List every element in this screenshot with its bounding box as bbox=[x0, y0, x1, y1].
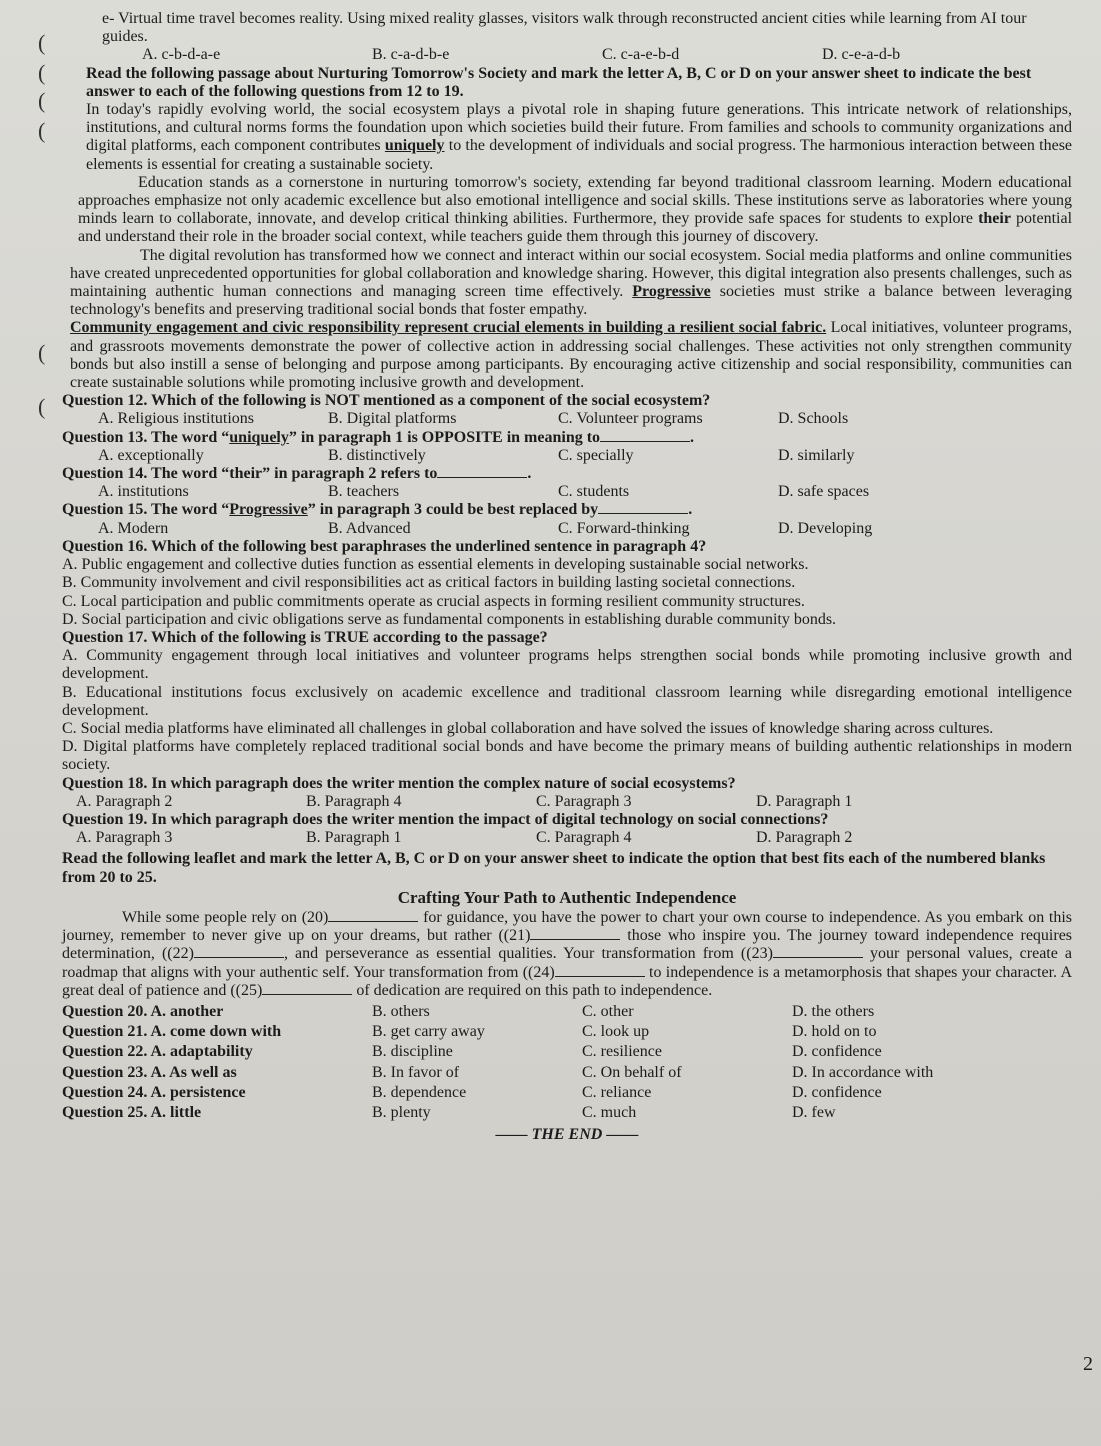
question-17: Question 17. Which of the following is TRUE according to the passage? A. Community engagement through local initiatives and volunteer programs helps strengthen social bonds while promoting inclusive growth and development. B. Educational institutions focus exclusively on academic excellence and traditional classroom learning while disregarding emotional intelligence development. C. Social media platforms have eliminated all challenges in global collaboration and have solved the issues of knowledge sharing across cultures. D. Digital platforms have completely replaced traditional social bonds and have become the primary means of building authentic relationships in modern society. bbox=[62, 628, 1072, 774]
option: D. similarly bbox=[778, 446, 855, 464]
option: C. Local participation and public commitments operate as crucial aspects in forming resilient community structures. bbox=[62, 592, 805, 610]
paragraph-1: In today's rapidly evolving world, the social ecosystem plays a pivotal role in shaping future generations. This intricate network of relationships, institutions, and cultural norms forms the foundation upon which societies build their future. From families and schools to community organizations and digital platforms, each component contributes uniquely to the development of individuals and social progress. The harmonious interaction between these elements is essential for creating a sustainable society. bbox=[86, 101, 1073, 173]
option: A. Religious institutions bbox=[98, 410, 255, 428]
option: D. few bbox=[792, 1103, 836, 1121]
option: D. hold on to bbox=[792, 1023, 877, 1041]
option: C. c-a-e-b-d bbox=[602, 46, 680, 64]
option: C. Forward-thinking bbox=[558, 519, 690, 537]
option: A. Modern bbox=[98, 519, 169, 537]
option: D. Social participation and civic obligations serve as fundamental components in establishing durable community bonds. bbox=[62, 610, 837, 628]
option: D. c-e-a-d-b bbox=[822, 46, 901, 64]
option: A. Community engagement through local initiatives and volunteer programs helps strengthen social bonds while promoting inclusive growth and development. bbox=[62, 647, 1072, 683]
leaflet-instruction: Read the following leaflet and mark the letter A, B, C or D on your answer sheet to indicate the option that best fits each of the numbered blanks from 20 to 25. bbox=[62, 850, 1046, 886]
option: D. Paragraph 1 bbox=[756, 792, 853, 810]
underlined-word-progressive: Progressive bbox=[632, 283, 711, 301]
option: D. Developing bbox=[778, 519, 873, 537]
question-20: Question 20. A. another bbox=[62, 1002, 224, 1020]
answer-blank bbox=[598, 513, 688, 514]
option: B. Educational institutions focus exclusively on academic excellence and traditional classroom learning while disregarding emotional intelligence development. bbox=[62, 683, 1072, 719]
option: A. c-b-d-a-e bbox=[142, 46, 221, 64]
option: D. Paragraph 2 bbox=[756, 829, 853, 847]
blank-questions bbox=[62, 1003, 1072, 1122]
end-marker: —— THE END —— bbox=[495, 1126, 639, 1144]
option: C. Social media platforms have eliminated all challenges in global collaboration and have solved the issues of knowledge sharing across cultures. bbox=[62, 719, 994, 737]
option: C. much bbox=[582, 1103, 637, 1121]
blank-24 bbox=[555, 976, 645, 977]
option: C. students bbox=[558, 483, 630, 501]
option: C. resilience bbox=[582, 1043, 662, 1061]
question-13: Question 13. The word “uniquely” in paragraph 1 is OPPOSITE in meaning to . A. exceptionally B. distinctively C. specially D. similarly bbox=[62, 429, 1072, 465]
option: D. confidence bbox=[792, 1043, 882, 1061]
question-22: Question 22. A. adaptability bbox=[62, 1043, 253, 1061]
blank-21 bbox=[530, 939, 620, 940]
option: C. Paragraph 4 bbox=[536, 829, 632, 847]
margin-mark: ( bbox=[38, 340, 46, 365]
blank-25 bbox=[262, 994, 352, 995]
option: C. reliance bbox=[582, 1083, 652, 1101]
option: B. distinctively bbox=[328, 446, 426, 464]
option: C. other bbox=[582, 1002, 634, 1020]
option: A. Paragraph 3 bbox=[76, 829, 173, 847]
option: B. teachers bbox=[328, 483, 400, 501]
binder-holes bbox=[0, 0, 70, 600]
question-15: Question 15. The word “Progressive” in paragraph 3 could be best replaced by . A. Modern B. Advanced C. Forward-thinking D. Developing bbox=[62, 501, 1072, 537]
option: B. Digital platforms bbox=[328, 410, 457, 428]
page-number: 2 bbox=[1083, 1353, 1093, 1375]
option: D. In accordance with bbox=[792, 1063, 934, 1081]
question-24: Question 24. A. persistence bbox=[62, 1083, 246, 1101]
option: B. Paragraph 1 bbox=[306, 829, 402, 847]
option: A. Paragraph 2 bbox=[76, 792, 173, 810]
blank-20 bbox=[328, 921, 418, 922]
option: D. Digital platforms have completely replaced traditional social bonds and have become the primary means of building authentic relationships in modern society. bbox=[62, 738, 1072, 774]
paragraph-3: The digital revolution has transformed how we connect and interact within our social ecosystem. Social media platforms and online communities have created unprecedented opportunities for global collaboration and knowledge sharing. However, this digital integration also presents challenges, such as maintaining authentic human connections and managing screen time effectively. Progressive societies must strike a balance between leveraging technology's benefits and preserving traditional social bonds that foster empathy. bbox=[70, 246, 1073, 319]
answer-blank bbox=[437, 477, 527, 478]
question-16: Question 16. Which of the following best paraphrases the underlined sentence in paragraph 4? A. Public engagement and collective duties function as essential elements in developing sustainable social networks. B. Community involvement and civil responsibilities act as critical factors in building lasting societal connections. C. Local participation and public commitments operate as crucial aspects in forming resilient community structures. D. Social participation and civic obligations serve as fundamental components in establishing durable community bonds. bbox=[62, 538, 1072, 629]
option: B. discipline bbox=[372, 1043, 453, 1061]
option: C. Paragraph 3 bbox=[536, 792, 632, 810]
option: B. Paragraph 4 bbox=[306, 792, 402, 810]
underlined-word-uniquely: uniquely bbox=[384, 137, 445, 155]
leaflet-text: While some people rely on (20) for guidance, you have the power to chart your own course to independence. As you embark on this journey, remember to never give up on your dreams, but rather ((21) those who inspire you. The journey toward independence requires determination, ((22) , and perseverance as essential qualities. Your transformation from ((23) your personal values, create a roadmap that aligns with your authentic self. Your transformation from ((24) to independence is a metamorphosis that shapes your character. A great deal of patience and ((25) of dedication are required on this path to independence. bbox=[62, 908, 1073, 999]
leaflet-title: Crafting Your Path to Authentic Independence bbox=[397, 887, 737, 907]
option: C. On behalf of bbox=[582, 1063, 682, 1081]
passage1-instruction: Read the following passage about Nurturing Tomorrow's Society and mark the letter A, B, C or D on your answer sheet to indicate the best answer to each of the following questions from 12 to 19. bbox=[86, 64, 1032, 100]
option: A. Public engagement and collective duties function as essential elements in developing sustainable social networks. bbox=[62, 556, 809, 574]
option: C. specially bbox=[558, 446, 634, 464]
option: A. institutions bbox=[98, 483, 189, 501]
underlined-sentence: Community engagement and civic responsibility represent crucial elements in building a resilient social fabric. bbox=[70, 319, 827, 337]
q11-item-e: e- Virtual time travel becomes reality. Using mixed reality glasses, visitors walk through reconstructed ancient cities while learning from AI tour guides. bbox=[102, 10, 1027, 46]
question-18: Question 18. In which paragraph does the writer mention the complex nature of social ecosystems? A. Paragraph 2 B. Paragraph 4 C. Paragraph 3 D. Paragraph 1 bbox=[62, 775, 1072, 811]
option: B. plenty bbox=[372, 1103, 431, 1121]
margin-mark: ( bbox=[38, 394, 46, 419]
question-14: Question 14. The word “their” in paragraph 2 refers to . A. institutions B. teachers C. students D. safe spaces bbox=[62, 465, 1072, 501]
option: C. Volunteer programs bbox=[558, 410, 703, 428]
blank-23 bbox=[773, 957, 863, 958]
question-23: Question 23. A. As well as bbox=[62, 1063, 237, 1081]
word-their: their bbox=[978, 210, 1011, 228]
question-25: Question 25. A. little bbox=[62, 1103, 202, 1121]
option: D. the others bbox=[792, 1002, 875, 1020]
page-content bbox=[62, 10, 1072, 1144]
paragraph-4: Community engagement and civic responsibility represent crucial elements in building a resilient social fabric. Local initiatives, volunteer programs, and grassroots movements demonstrate the power of collective action in addressing social challenges. These activities not only strengthen community bonds but also instill a sense of belonging and purpose among participants. By encouraging active citizenship and social responsibility, communities can create sustainable solutions while promoting inclusive growth and development. bbox=[70, 319, 1073, 392]
blank-22 bbox=[194, 957, 284, 958]
option: D. Schools bbox=[778, 410, 849, 428]
question-12: Question 12. Which of the following is NOT mentioned as a component of the social ecosystem? A. Religious institutions B. Digital platforms C. Volunteer programs D. Schools bbox=[62, 392, 1072, 428]
option: B. others bbox=[372, 1002, 430, 1020]
option: D. confidence bbox=[792, 1083, 882, 1101]
option: C. look up bbox=[582, 1023, 650, 1041]
option: D. safe spaces bbox=[778, 483, 870, 501]
question-21: Question 21. A. come down with bbox=[62, 1023, 282, 1041]
option: B. dependence bbox=[372, 1083, 467, 1101]
margin-mark: ( bbox=[38, 88, 46, 113]
option: B. c-a-d-b-e bbox=[372, 46, 450, 64]
margin-mark: ( bbox=[38, 60, 46, 85]
q11-options bbox=[62, 46, 1072, 64]
option: B. get carry away bbox=[372, 1023, 485, 1041]
option: B. Advanced bbox=[328, 519, 411, 537]
option: B. In favor of bbox=[372, 1063, 460, 1081]
margin-mark: ( bbox=[38, 118, 46, 143]
paragraph-2: Education stands as a cornerstone in nurturing tomorrow's society, extending far beyond traditional classroom learning. Modern educational approaches emphasize not only academic excellence but also emotional intelligence and social skills. These institutions serve as laboratories where young minds learn to collaborate, innovate, and develop critical thinking abilities. Furthermore, they provide safe spaces for students to explore their potential and understand their role in the broader social context, while teachers guide them through this journey of discovery. bbox=[78, 173, 1073, 246]
option: A. exceptionally bbox=[98, 446, 204, 464]
answer-blank bbox=[600, 441, 690, 442]
option: B. Community involvement and civil responsibilities act as critical factors in building lasting societal connections. bbox=[62, 574, 796, 592]
question-19: Question 19. In which paragraph does the writer mention the impact of digital technology on social connections? A. Paragraph 3 B. Paragraph 1 C. Paragraph 4 D. Paragraph 2 bbox=[62, 811, 1072, 847]
margin-mark: ( bbox=[38, 30, 46, 55]
